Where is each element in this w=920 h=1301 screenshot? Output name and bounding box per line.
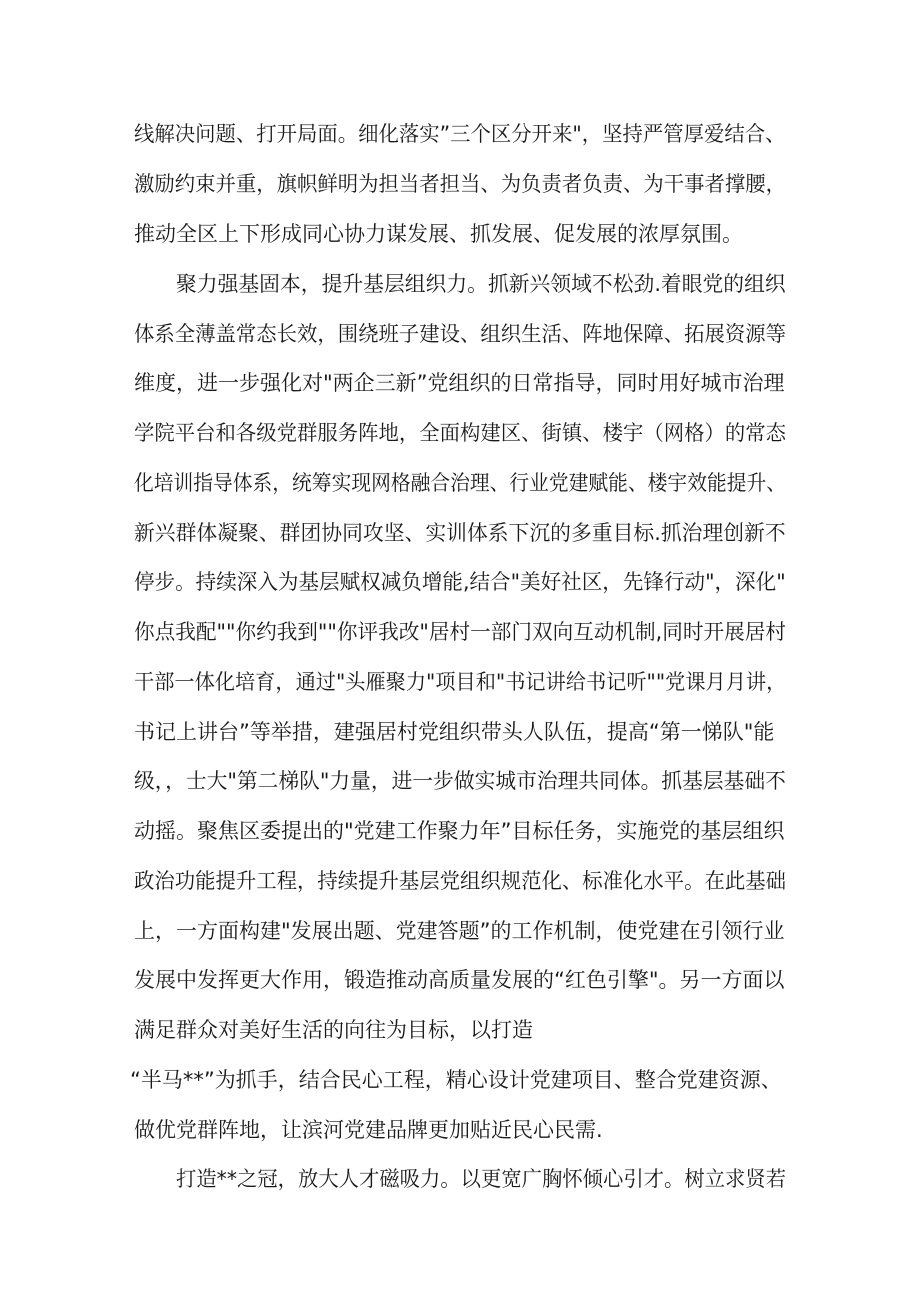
- text-line: 书记上讲台”等举措，建强居村党组织带头人队伍，提高“第一悌队"能: [134, 720, 775, 744]
- text-line: 维度，进一步强化对"两企三新”党组织的日常指导，同时用好城市治理: [134, 371, 785, 395]
- text-line: 线解决问题、打开局面。细化落实”三个区分开来"，坚持严管厚爱结合、: [134, 122, 786, 146]
- text-line: 学院平台和各级党群服务阵地，全面构建区、街镇、楼宇（网格）的常态: [134, 421, 786, 445]
- text-line: 级，，士大"第二梯队"力量，进一步做实城市治理共同体。抓基层基础不: [134, 769, 786, 793]
- text-line: 推动全区上下形成同心协力谋发展、抓发展、促发展的浓厚氛围。: [134, 222, 743, 246]
- text-line: 激励约束并重，旗帜鲜明为担当者担当、为负责者负责、为干事者撑腰，: [134, 172, 786, 196]
- text-line: 你点我配""你约我到""你评我改"居村一部门双向互动机制,同时开展居村: [134, 620, 786, 644]
- text-line: 新兴群体凝聚、群团协同攻坚、实训体系下沉的多重目标.抓治理创新不: [134, 521, 786, 545]
- text-line: 满足群众对美好生活的向往为目标，以打造: [134, 1018, 533, 1042]
- text-line: 政治功能提升工程，持续提升基层党组织规范化、标准化水平。在此基础: [134, 869, 786, 893]
- text-line: 干部一体化培育，通过"头雁聚力"项目和"书记讲给书记听""党课月月讲，: [134, 670, 787, 694]
- text-line: 体系全薄盖常态长效，围绕班子建设、组织生活、阵地保障、拓展资源等: [134, 322, 786, 346]
- text-line: “半马**”为抓手，结合民心工程，精心设计党建项目、整合党建资源、: [130, 1068, 782, 1092]
- text-line: 动摇。聚焦区委提出的"党建工作聚力年”目标任务，实施党的基层组织: [134, 819, 785, 843]
- paragraph-start-line: 聚力强基固本，提升基层组织力。抓新兴领域不松劲.着眼党的组织: [176, 272, 786, 296]
- paragraph-start-line: 打造**之冠，放大人才磁吸力。以更宽广胸怀倾心引才。树立求贤若: [176, 1167, 787, 1191]
- text-line: 上，一方面构建"发展出题、党建答题”的工作机制，使党建在引领行业: [134, 919, 785, 943]
- text-line: 做优党群阵地，让滨河党建品牌更加贴近民心民需.: [134, 1118, 603, 1142]
- text-line: 发展中发挥更大作用，锻造推动高质量发展的“红色引擎"。另一方面以: [134, 968, 785, 992]
- text-line: 停步。持续深入为基层赋权减负增能,结合"美好社区，先锋行动"，深化": [134, 570, 786, 594]
- text-line: 化培训指导体系，统筹实现网格融合治理、行业党建赋能、楼宇效能提升、: [134, 471, 786, 495]
